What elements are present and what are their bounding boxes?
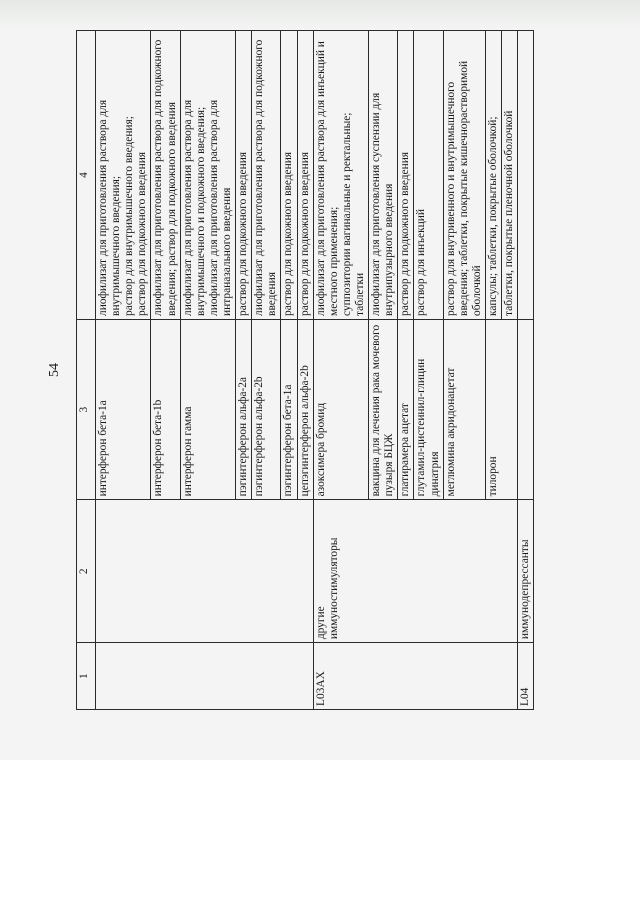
dosage-form: раствор для подкожного введения: [399, 151, 412, 316]
drug-name: пэгинтерферон альфа-2a: [236, 319, 252, 499]
dosage-forms: [485, 31, 501, 320]
dosage-form: лиофилизат для приготовления раствора для инъекций и местного применения;: [314, 41, 340, 316]
group-name: иммунодепрессанты: [518, 500, 534, 643]
drug-name: интерферон бета-1b: [151, 319, 180, 499]
table-row: [313, 31, 368, 710]
dosage-form: раствор для внутримышечного введения;: [123, 116, 136, 316]
dosage-form: раствор для инъекций: [415, 209, 428, 316]
dosage-forms: [151, 31, 180, 320]
empty-code-cell: [96, 643, 314, 710]
drug-name: цепэгинтерферон альфа-2b: [297, 319, 313, 499]
group-code: L03AX: [313, 643, 518, 710]
dosage-forms: [443, 31, 485, 320]
dosage-form: раствор для подкожного введения: [136, 151, 149, 316]
drug-name: интерферон гамма: [180, 319, 235, 499]
group-code: L04: [518, 643, 534, 710]
dosage-form: раствор для подкожного введения: [282, 151, 295, 316]
drug-name: тилорон: [485, 319, 517, 499]
dosage-forms: [236, 31, 252, 320]
dosage-forms: [414, 31, 443, 320]
group-name: другие иммуностимуляторы: [313, 500, 518, 643]
drug-name: азоксимера бромид: [313, 319, 368, 499]
dosage-form: раствор для подкожного введения: [298, 151, 311, 316]
dosage-forms: [297, 31, 313, 320]
drug-name: меглюмина акридонацетат: [443, 319, 485, 499]
empty-cell: [518, 319, 534, 499]
table-row: [96, 31, 151, 710]
page-number: 54: [47, 363, 62, 377]
dosage-forms: [313, 31, 368, 320]
dosage-form: лиофилизат для приготовления раствора для интраназального введения: [207, 99, 233, 316]
dosage-form: лиофилизат для приготовления раствора для подкожного введения: [253, 39, 279, 316]
dosage-form: лиофилизат для приготовления раствора для внутримышечного введения;: [97, 99, 123, 316]
dosage-form: таблетки, покрытые пленочной оболочкой: [503, 110, 516, 316]
table-row: [518, 31, 534, 710]
dosage-form: лиофилизат для приготовления суспензии для внутрипузырного введения: [370, 92, 396, 316]
empty-cell: [518, 31, 534, 320]
table-header-row: [77, 31, 96, 710]
drug-name: глатирамера ацетат: [398, 319, 414, 499]
dosage-form: раствор для внутривенного и внутримышечного введения; таблетки, покрытые кишечнорастворимой оболочкой: [444, 60, 483, 316]
dosage-form: капсулы; таблетки, покрытые оболочкой;: [486, 116, 499, 316]
drug-name: вакцина для лечения рака мочевого пузыря БЦЖ: [369, 319, 398, 499]
dosage-form: таблетки: [353, 272, 366, 316]
dosage-forms: [96, 31, 151, 320]
header-col-1: 1: [77, 643, 96, 710]
drug-name: пэгинтерферон бета-1a: [281, 319, 297, 499]
empty-group-cell: [96, 500, 314, 643]
dosage-form: раствор для подкожного введения: [237, 151, 250, 316]
dosage-forms: [180, 31, 235, 320]
header-col-4: 4: [77, 31, 96, 320]
drug-table: [76, 30, 534, 710]
header-col-3: 3: [77, 319, 96, 499]
drug-name: пэгинтерферон альфа-2b: [252, 319, 281, 499]
rotated-content: [45, 30, 590, 710]
dosage-form: лиофилизат для приготовления раствора для подкожного введения; раствор для подкожного введения: [152, 39, 178, 316]
drug-name: интерферон бета-1a: [96, 319, 151, 499]
drug-name: глутамил-цистеинил-глицин динатрия: [414, 319, 443, 499]
dosage-forms: [398, 31, 414, 320]
dosage-forms: [252, 31, 281, 320]
dosage-forms: [369, 31, 398, 320]
dosage-form: суппозитории вагинальные и ректальные;: [340, 112, 353, 316]
dosage-forms: [281, 31, 297, 320]
header-col-2: 2: [77, 500, 96, 643]
dosage-form: лиофилизат для приготовления раствора для внутримышечного и подкожного введения;: [181, 99, 207, 316]
dosage-forms: [502, 31, 518, 320]
